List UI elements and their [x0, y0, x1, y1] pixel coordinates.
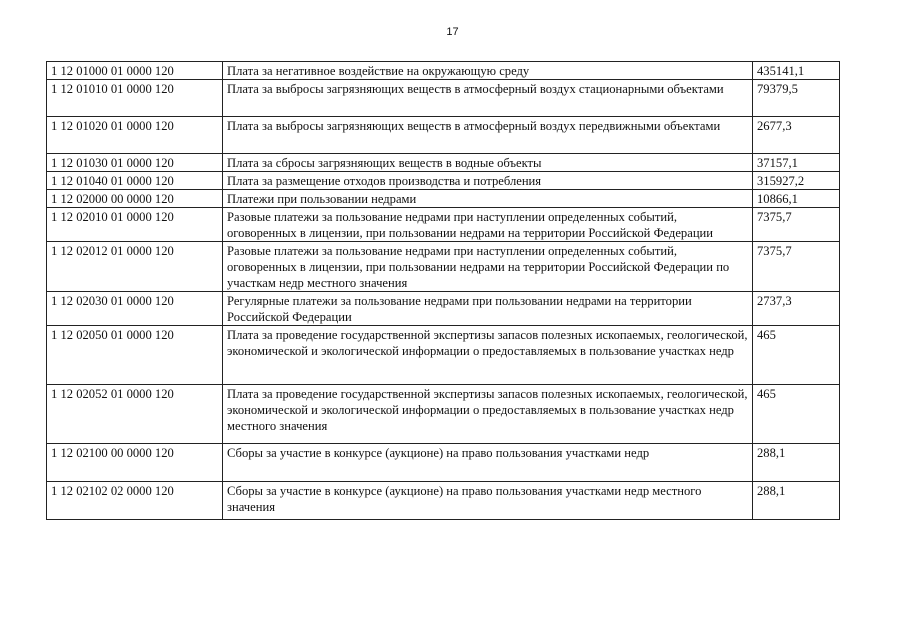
- revenue-amount: 37157,1: [753, 154, 840, 172]
- revenue-name: Сборы за участие в конкурсе (аукционе) на право пользования участками недр местного значения: [223, 482, 753, 520]
- table-row: [47, 482, 840, 520]
- revenue-name: Сборы за участие в конкурсе (аукционе) на право пользования участками недр: [223, 444, 753, 482]
- revenue-amount: 315927,2: [753, 172, 840, 190]
- revenue-name: Разовые платежи за пользование недрами при наступлении определенных событий, оговоренных в лицензии, при пользовании недрами на территории Российской Федерации: [223, 208, 753, 242]
- revenue-amount: 79379,5: [753, 80, 840, 117]
- revenue-name: Плата за проведение государственной экспертизы запасов полезных ископаемых, геологической, экономической и экологической информации о предоставляемых в пользование участках недр местного значения: [223, 385, 753, 444]
- page-number: 17: [446, 26, 459, 38]
- revenue-code: 1 12 02102 02 0000 120: [47, 482, 223, 520]
- revenue-code: 1 12 01000 01 0000 120: [47, 62, 223, 80]
- revenue-amount: 2737,3: [753, 292, 840, 326]
- table-row: [47, 444, 840, 482]
- revenue-amount: 435141,1: [753, 62, 840, 80]
- revenue-code: 1 12 01010 01 0000 120: [47, 80, 223, 117]
- table-row: [47, 326, 840, 385]
- revenue-amount: 7375,7: [753, 242, 840, 292]
- revenue-name: Плата за выбросы загрязняющих веществ в атмосферный воздух стационарными объектами: [223, 80, 753, 117]
- revenue-amount: 2677,3: [753, 117, 840, 154]
- revenue-code: 1 12 01030 01 0000 120: [47, 154, 223, 172]
- revenue-amount: 288,1: [753, 482, 840, 520]
- revenue-code: 1 12 02030 01 0000 120: [47, 292, 223, 326]
- table-row: [47, 154, 840, 172]
- revenue-code: 1 12 02052 01 0000 120: [47, 385, 223, 444]
- table-row: [47, 80, 840, 117]
- revenue-amount: 465: [753, 385, 840, 444]
- revenue-code: 1 12 02100 00 0000 120: [47, 444, 223, 482]
- table-row: [47, 242, 840, 292]
- table-row: [47, 190, 840, 208]
- table-row: [47, 172, 840, 190]
- table-row: [47, 208, 840, 242]
- revenue-amount: 288,1: [753, 444, 840, 482]
- revenue-code: 1 12 02050 01 0000 120: [47, 326, 223, 385]
- revenue-amount: 465: [753, 326, 840, 385]
- revenue-amount: 10866,1: [753, 190, 840, 208]
- revenue-name: Плата за размещение отходов производства и потребления: [223, 172, 753, 190]
- revenue-code: 1 12 01020 01 0000 120: [47, 117, 223, 154]
- table-row: [47, 292, 840, 326]
- revenue-name: Разовые платежи за пользование недрами при наступлении определенных событий, оговоренных в лицензии, при пользовании недрами на территории Российской Федерации по участкам недр местного значения: [223, 242, 753, 292]
- revenue-name: Плата за негативное воздействие на окружающую среду: [223, 62, 753, 80]
- table-row: [47, 385, 840, 444]
- revenue-name: Плата за выбросы загрязняющих веществ в атмосферный воздух передвижными объектами: [223, 117, 753, 154]
- revenue-code: 1 12 02012 01 0000 120: [47, 242, 223, 292]
- revenue-code: 1 12 02000 00 0000 120: [47, 190, 223, 208]
- budget-table: [46, 61, 840, 520]
- revenue-code: 1 12 01040 01 0000 120: [47, 172, 223, 190]
- table-row: [47, 62, 840, 80]
- revenue-code: 1 12 02010 01 0000 120: [47, 208, 223, 242]
- table-row: [47, 117, 840, 154]
- revenue-name: Плата за проведение государственной экспертизы запасов полезных ископаемых, геологической, экономической и экологической информации о предоставляемых в пользование участках недр: [223, 326, 753, 385]
- revenue-amount: 7375,7: [753, 208, 840, 242]
- revenue-name: Регулярные платежи за пользование недрами при пользовании недрами на территории Российской Федерации: [223, 292, 753, 326]
- revenue-name: Плата за сбросы загрязняющих веществ в водные объекты: [223, 154, 753, 172]
- revenue-name: Платежи при пользовании недрами: [223, 190, 753, 208]
